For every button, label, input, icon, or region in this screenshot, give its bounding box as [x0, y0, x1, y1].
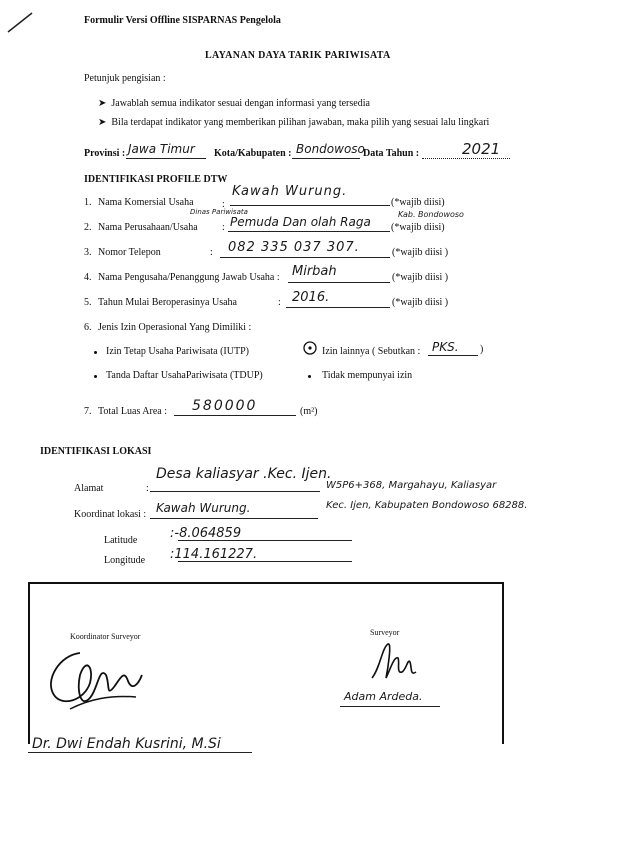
lokasi-heading: IDENTIFIKASI LOKASI [40, 446, 152, 457]
longitude-label: Longitude [104, 555, 146, 566]
field-label: 3. Nomor Telepon [84, 247, 161, 258]
kota-value[interactable]: Bondowoso [296, 142, 365, 156]
required-note: (*wajib diisi ) [392, 297, 449, 308]
tahun-value[interactable]: 2021 [462, 140, 501, 158]
form-title: Formulir Versi Offline SISPARNAS Pengelola [84, 15, 281, 26]
provinsi-value[interactable]: Jawa Timur [128, 142, 195, 156]
koordinat-label: Koordinat lokasi : [74, 509, 147, 520]
field-label: 2. Nama Perusahaan/Usaha [84, 222, 198, 233]
koordinat-value[interactable]: Kawah Wurung. [156, 501, 251, 515]
field-label: 1. Nama Komersial Usaha [84, 197, 194, 208]
izin-option-tdup[interactable]: Tanda Daftar UsahaPariwisata (TDUP) [106, 370, 263, 381]
tahun-mulai-value[interactable]: 2016. [292, 290, 330, 305]
required-note: (*wajib diisi ) [392, 272, 449, 283]
surveyor-signature [366, 638, 426, 684]
coordinator-name: Dr. Dwi Endah Kusrini, M.Si [32, 736, 221, 752]
corner-mark [6, 10, 36, 36]
nomor-telepon-value[interactable]: 082 335 037 307. [228, 240, 360, 255]
kota-label: Kota/Kabupaten : [214, 148, 292, 159]
luas-label: 7. Total Luas Area : [84, 406, 167, 417]
koordinat-extra-1: W5P6+368, Margahayu, Kaliasyar [326, 480, 497, 491]
luas-unit: (m²) [300, 406, 318, 417]
selected-circle-icon [302, 340, 318, 356]
nama-perusahaan-value[interactable]: Pemuda Dan olah Raga [230, 215, 371, 229]
coordinator-label: Koordinator Surveyor [70, 632, 141, 641]
nama-komersial-value[interactable]: Kawah Wurung. [232, 184, 348, 199]
required-note: (*wajib diisi) [391, 222, 445, 233]
latitude-label: Latitude [104, 535, 138, 546]
tahun-label: Data Tahun : [363, 148, 420, 159]
penanggung-jawab-value[interactable]: Mirbah [292, 264, 337, 279]
luas-value[interactable]: 580000 [192, 398, 258, 414]
longitude-value[interactable]: :114.161227. [170, 547, 258, 562]
document-title: LAYANAN DAYA TARIK PARIWISATA [205, 50, 391, 61]
surveyor-label: Surveyor [370, 628, 400, 637]
izin-option-lainnya[interactable]: Izin lainnya ( Sebutkan : [322, 346, 421, 357]
perusahaan-above-left: Dinas Pariwisata [190, 208, 248, 216]
izin-option-iutp[interactable]: Izin Tetap Usaha Pariwisata (IUTP) [106, 346, 249, 357]
arrow-icon: ➤ [98, 117, 107, 128]
required-note: (*wajib diisi ) [392, 247, 449, 258]
instruction-item: ➤ Bila terdapat indikator yang memberikan pilihan jawaban, maka pilih yang sesuai lalu lingkari [98, 117, 490, 128]
izin-option-tidak[interactable]: Tidak mempunyai izin [322, 370, 413, 381]
izin-lainnya-value[interactable]: PKS. [432, 340, 459, 354]
izin-label: 6. Jenis Izin Operasional Yang Dimiliki : [84, 322, 252, 333]
profile-heading: IDENTIFIKASI PROFILE DTW [84, 174, 228, 185]
coordinator-signature [40, 645, 150, 715]
required-note: (*wajib diisi) [391, 197, 445, 208]
koordinat-extra-2: Kec. Ijen, Kabupaten Bondowoso 68288. [326, 500, 528, 511]
perusahaan-above-right: Kab. Bondowoso [398, 210, 464, 219]
alamat-label: Alamat [74, 483, 104, 494]
provinsi-label: Provinsi : [84, 148, 126, 159]
field-label: 4. Nama Pengusaha/Penanggung Jawab Usaha : [84, 272, 280, 283]
arrow-icon: ➤ [98, 98, 107, 109]
instructions-heading: Petunjuk pengisian : [84, 73, 166, 84]
instruction-item: ➤ Jawablah semua indikator sesuai dengan informasi yang tersedia [98, 98, 370, 109]
field-label: 5. Tahun Mulai Beroperasinya Usaha [84, 297, 237, 308]
surveyor-name: Adam Ardeda. [344, 690, 423, 703]
latitude-value[interactable]: :-8.064859 [170, 526, 242, 541]
alamat-value[interactable]: Desa kaliasyar .Kec. Ijen. [156, 466, 332, 482]
